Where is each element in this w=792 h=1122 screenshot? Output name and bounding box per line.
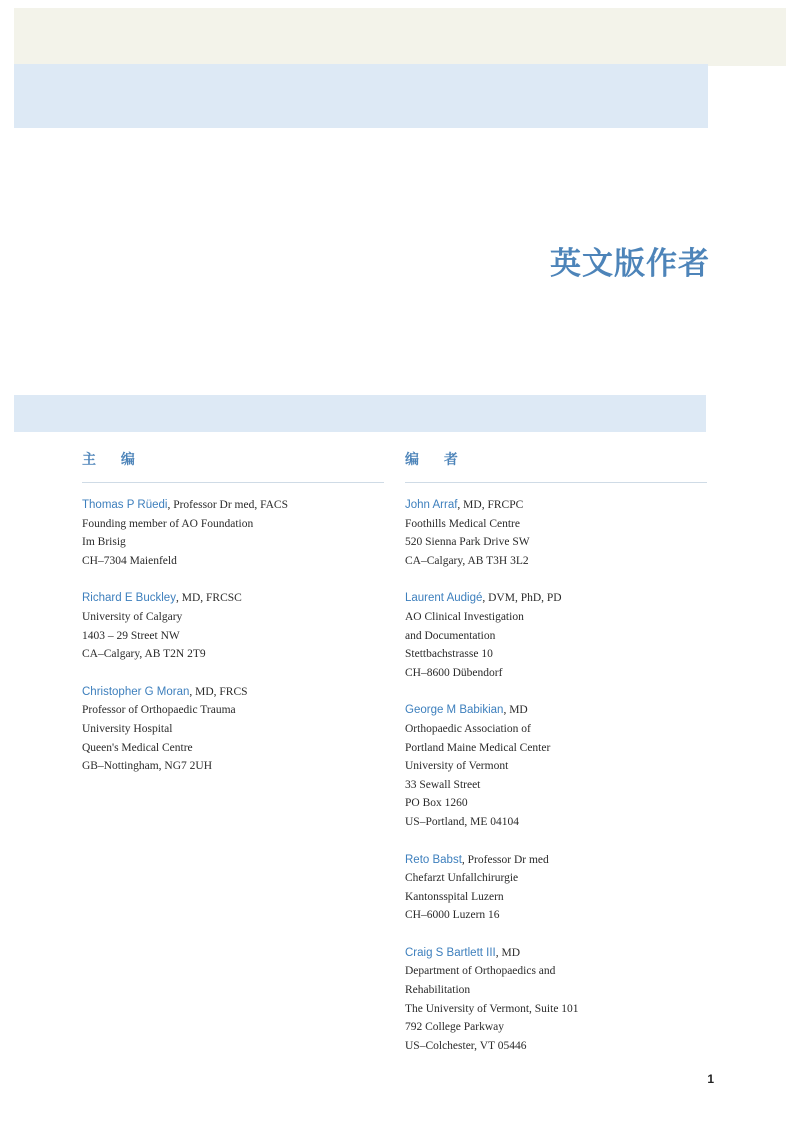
author-name-line xyxy=(405,589,707,608)
affiliation-line: The University of Vermont, Suite 101 xyxy=(405,1002,579,1015)
page-title: 英文版作者 xyxy=(550,246,710,282)
contributors-heading: 编 者 xyxy=(405,452,468,468)
author-entry xyxy=(405,496,707,570)
author-entry xyxy=(405,851,707,925)
author-name-line xyxy=(82,496,384,515)
affiliation-line: Foothills Medical Centre xyxy=(405,517,520,530)
top-blue-band xyxy=(14,64,708,128)
affiliation-line: Chefarzt Unfallchirurgie xyxy=(405,872,519,885)
address-line: US–Portland, ME 04104 xyxy=(405,815,520,828)
author-credentials: , MD, FRCS xyxy=(189,685,248,698)
address-line: CA–Calgary, AB T3H 3L2 xyxy=(405,554,529,567)
author-name: Craig S Bartlett III xyxy=(405,946,496,959)
author-name-line xyxy=(82,683,384,702)
address-line: Stettbachstrasse 10 xyxy=(405,648,493,661)
section-blue-band xyxy=(14,395,706,432)
author-name: Reto Babst xyxy=(405,853,462,866)
address-line: 1403 – 29 Street NW xyxy=(82,629,180,642)
affiliation-line: University Hospital xyxy=(82,722,173,735)
author-name-line xyxy=(82,589,384,608)
column-divider xyxy=(82,482,384,483)
address-line: CH–7304 Maienfeld xyxy=(82,554,177,567)
affiliation-line: Orthopaedic Association of xyxy=(405,722,531,735)
author-name: George M Babikian xyxy=(405,704,504,717)
affiliation-line: Kantonsspital Luzern xyxy=(405,890,504,903)
author-name-line xyxy=(405,701,707,720)
author-entry xyxy=(82,589,384,663)
author-entry xyxy=(82,683,384,776)
affiliation-line: AO Clinical Investigation xyxy=(405,610,524,623)
affiliation-line: University of Vermont xyxy=(405,760,509,773)
author-entry xyxy=(405,944,707,1056)
affiliation-line: Portland Maine Medical Center xyxy=(405,741,551,754)
address-line: CA–Calgary, AB T2N 2T9 xyxy=(82,648,206,661)
author-name: Laurent Audigé xyxy=(405,592,483,605)
affiliation-line: and Documentation xyxy=(405,629,496,642)
affiliation-line: Founding member of AO Foundation xyxy=(82,517,254,530)
author-credentials: , MD xyxy=(495,946,521,959)
author-entry xyxy=(82,496,384,570)
author-credentials: , MD, FRCSC xyxy=(175,592,242,605)
author-credentials: , MD, FRCPC xyxy=(457,499,524,511)
author-name: Christopher G Moran xyxy=(82,685,190,698)
address-line: CH–8600 Dübendorf xyxy=(405,666,503,679)
column-divider xyxy=(405,482,707,483)
author-entry xyxy=(405,701,707,831)
author-name-line xyxy=(405,851,707,870)
author-credentials: , MD xyxy=(503,704,528,717)
affiliation-line: University of Calgary xyxy=(82,610,183,623)
affiliation-line: Professor of Orthopaedic Trauma xyxy=(82,704,236,717)
author-name-line xyxy=(405,496,707,515)
address-line: Im Brisig xyxy=(82,536,126,549)
address-line: 520 Sienna Park Drive SW xyxy=(405,536,530,549)
contributors-column xyxy=(405,448,707,1074)
author-credentials: , DVM, PhD, PD xyxy=(482,592,562,605)
author-name: John Arraf xyxy=(405,499,458,511)
address-line: PO Box 1260 xyxy=(405,797,468,810)
affiliation-line: Rehabilitation xyxy=(405,984,471,997)
chief-editors-heading: 主 编 xyxy=(82,452,145,468)
author-entry xyxy=(405,589,707,682)
author-name: Richard E Buckley xyxy=(82,592,176,605)
affiliation-line: Queen's Medical Centre xyxy=(82,741,193,754)
chief-editors-column xyxy=(82,448,384,795)
author-name-line xyxy=(405,944,707,963)
page-number: 1 xyxy=(707,1072,714,1086)
top-decorative-band xyxy=(14,8,786,66)
author-name: Thomas P Rüedi xyxy=(82,499,168,511)
author-credentials: , Professor Dr med, FACS xyxy=(167,499,288,511)
author-credentials: , Professor Dr med xyxy=(461,853,549,866)
affiliation-line: Department of Orthopaedics and xyxy=(405,965,556,978)
address-line: GB–Nottingham, NG7 2UH xyxy=(82,760,213,773)
address-line: US–Colchester, VT 05446 xyxy=(405,1039,527,1052)
address-line: 33 Sewall Street xyxy=(405,778,481,791)
address-line: CH–6000 Luzern 16 xyxy=(405,909,500,922)
address-line: 792 College Parkway xyxy=(405,1021,505,1034)
